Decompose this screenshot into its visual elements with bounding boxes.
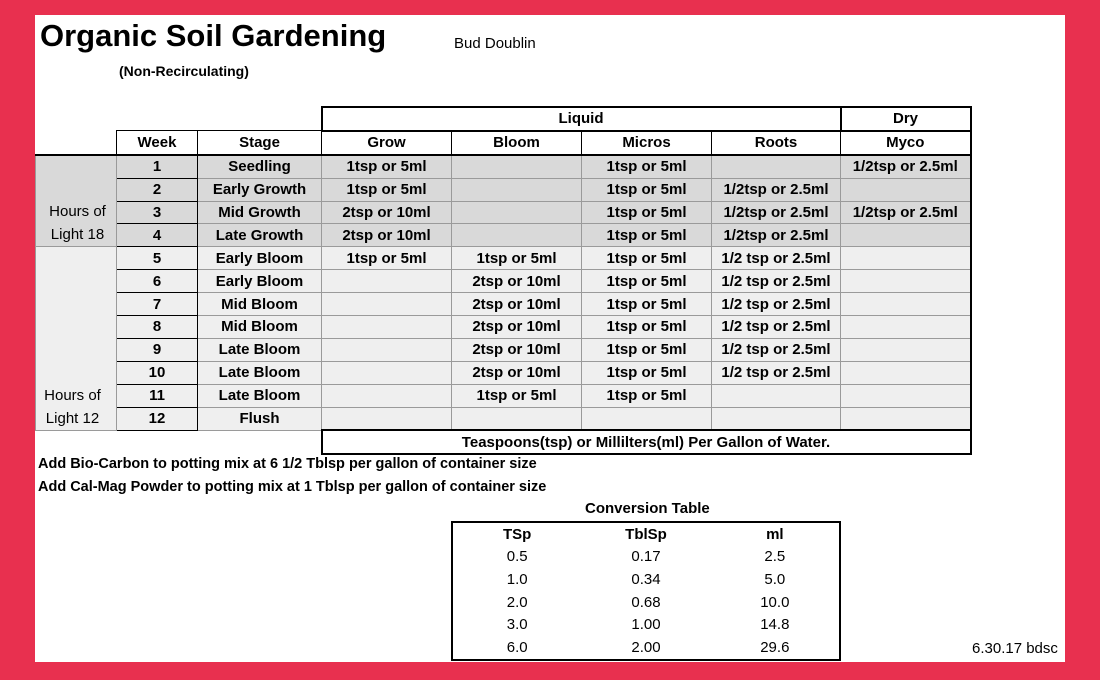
table-row: Hours of Light 18 1 Seedling 1tsp or 5ml 1tsp or 5ml 1/2tsp or 2.5ml: [36, 155, 971, 178]
dosage-units-note: Teaspoons(tsp) or Millilters(ml) Per Gallon of Water.: [322, 430, 971, 454]
table-row: 11 Late Bloom 1tsp or 5ml 1tsp or 5ml: [36, 384, 971, 407]
conversion-table-title: Conversion Table: [585, 500, 710, 517]
group-dry: Dry: [841, 107, 971, 131]
col-ml: ml: [766, 525, 784, 543]
col-micros: Micros: [582, 131, 712, 155]
table-row: 8 Mid Bloom 2tsp or 10ml 1tsp or 5ml 1/2 tsp or 2.5ml: [36, 316, 971, 339]
table-row: 12 Flush: [36, 407, 971, 430]
table-row: 6.0 2.00 29.6: [506, 638, 790, 656]
page-title: Organic Soil Gardening: [40, 18, 387, 53]
table-row: 4 Late Growth 2tsp or 10ml 1tsp or 5ml 1/2tsp or 2.5ml: [36, 224, 971, 247]
table-row: 7 Mid Bloom 2tsp or 10ml 1tsp or 5ml 1/2 tsp or 2.5ml: [36, 293, 971, 316]
table-row: 10 Late Bloom 2tsp or 10ml 1tsp or 5ml 1/2 tsp or 2.5ml: [36, 361, 971, 384]
column-header-row: [36, 131, 971, 155]
table-row: Hours of Light 12 5 Early Bloom 1tsp or 5ml 1tsp or 5ml 1tsp or 5ml 1/2 tsp or 2.5ml: [36, 247, 971, 270]
hours-of-light-18: Hours of Light 18: [36, 155, 117, 247]
col-grow: Grow: [322, 131, 452, 155]
col-myco: Myco: [841, 131, 971, 155]
feeding-schedule-table: [35, 106, 972, 455]
col-bloom: Bloom: [452, 131, 582, 155]
group-liquid: Liquid: [322, 107, 841, 131]
note-cal-mag: Add Cal-Mag Powder to potting mix at 1 Tblsp per gallon of container size: [38, 479, 547, 495]
col-week: Week: [117, 131, 198, 155]
note-bio-carbon: Add Bio-Carbon to potting mix at 6 1/2 Tblsp per gallon of container size: [38, 456, 537, 472]
table-row: 6 Early Bloom 2tsp or 10ml 1tsp or 5ml 1/2 tsp or 2.5ml: [36, 270, 971, 293]
footnote-row: [36, 430, 971, 454]
hours-of-light-12: Hours of Light 12: [36, 247, 117, 431]
table-row: 2 Early Growth 1tsp or 5ml 1tsp or 5ml 1/2tsp or 2.5ml: [36, 178, 971, 201]
group-header-row: [36, 107, 971, 131]
conversion-table: [451, 521, 841, 661]
col-roots: Roots: [712, 131, 841, 155]
date-code: 6.30.17 bdsc: [972, 640, 1058, 657]
table-row: 0.5 0.17 2.5: [506, 548, 786, 566]
author-name: Bud Doublin: [454, 35, 536, 52]
table-row: 3 Mid Growth 2tsp or 10ml 1tsp or 5ml 1/2tsp or 2.5ml 1/2tsp or 2.5ml: [36, 201, 971, 224]
conversion-header-row: [452, 522, 840, 546]
table-row: 9 Late Bloom 2tsp or 10ml 1tsp or 5ml 1/2 tsp or 2.5ml: [36, 338, 971, 361]
col-tblsp: TblSp: [625, 525, 667, 543]
table-row: 3.0 1.00 14.8: [506, 616, 790, 634]
table-row: 1.0 0.34 5.0: [506, 570, 786, 588]
table-row: 2.0 0.68 10.0: [506, 593, 790, 611]
col-stage: Stage: [198, 131, 322, 155]
page-subtitle: (Non-Recirculating): [119, 63, 249, 79]
col-tsp: TSp: [502, 525, 532, 543]
